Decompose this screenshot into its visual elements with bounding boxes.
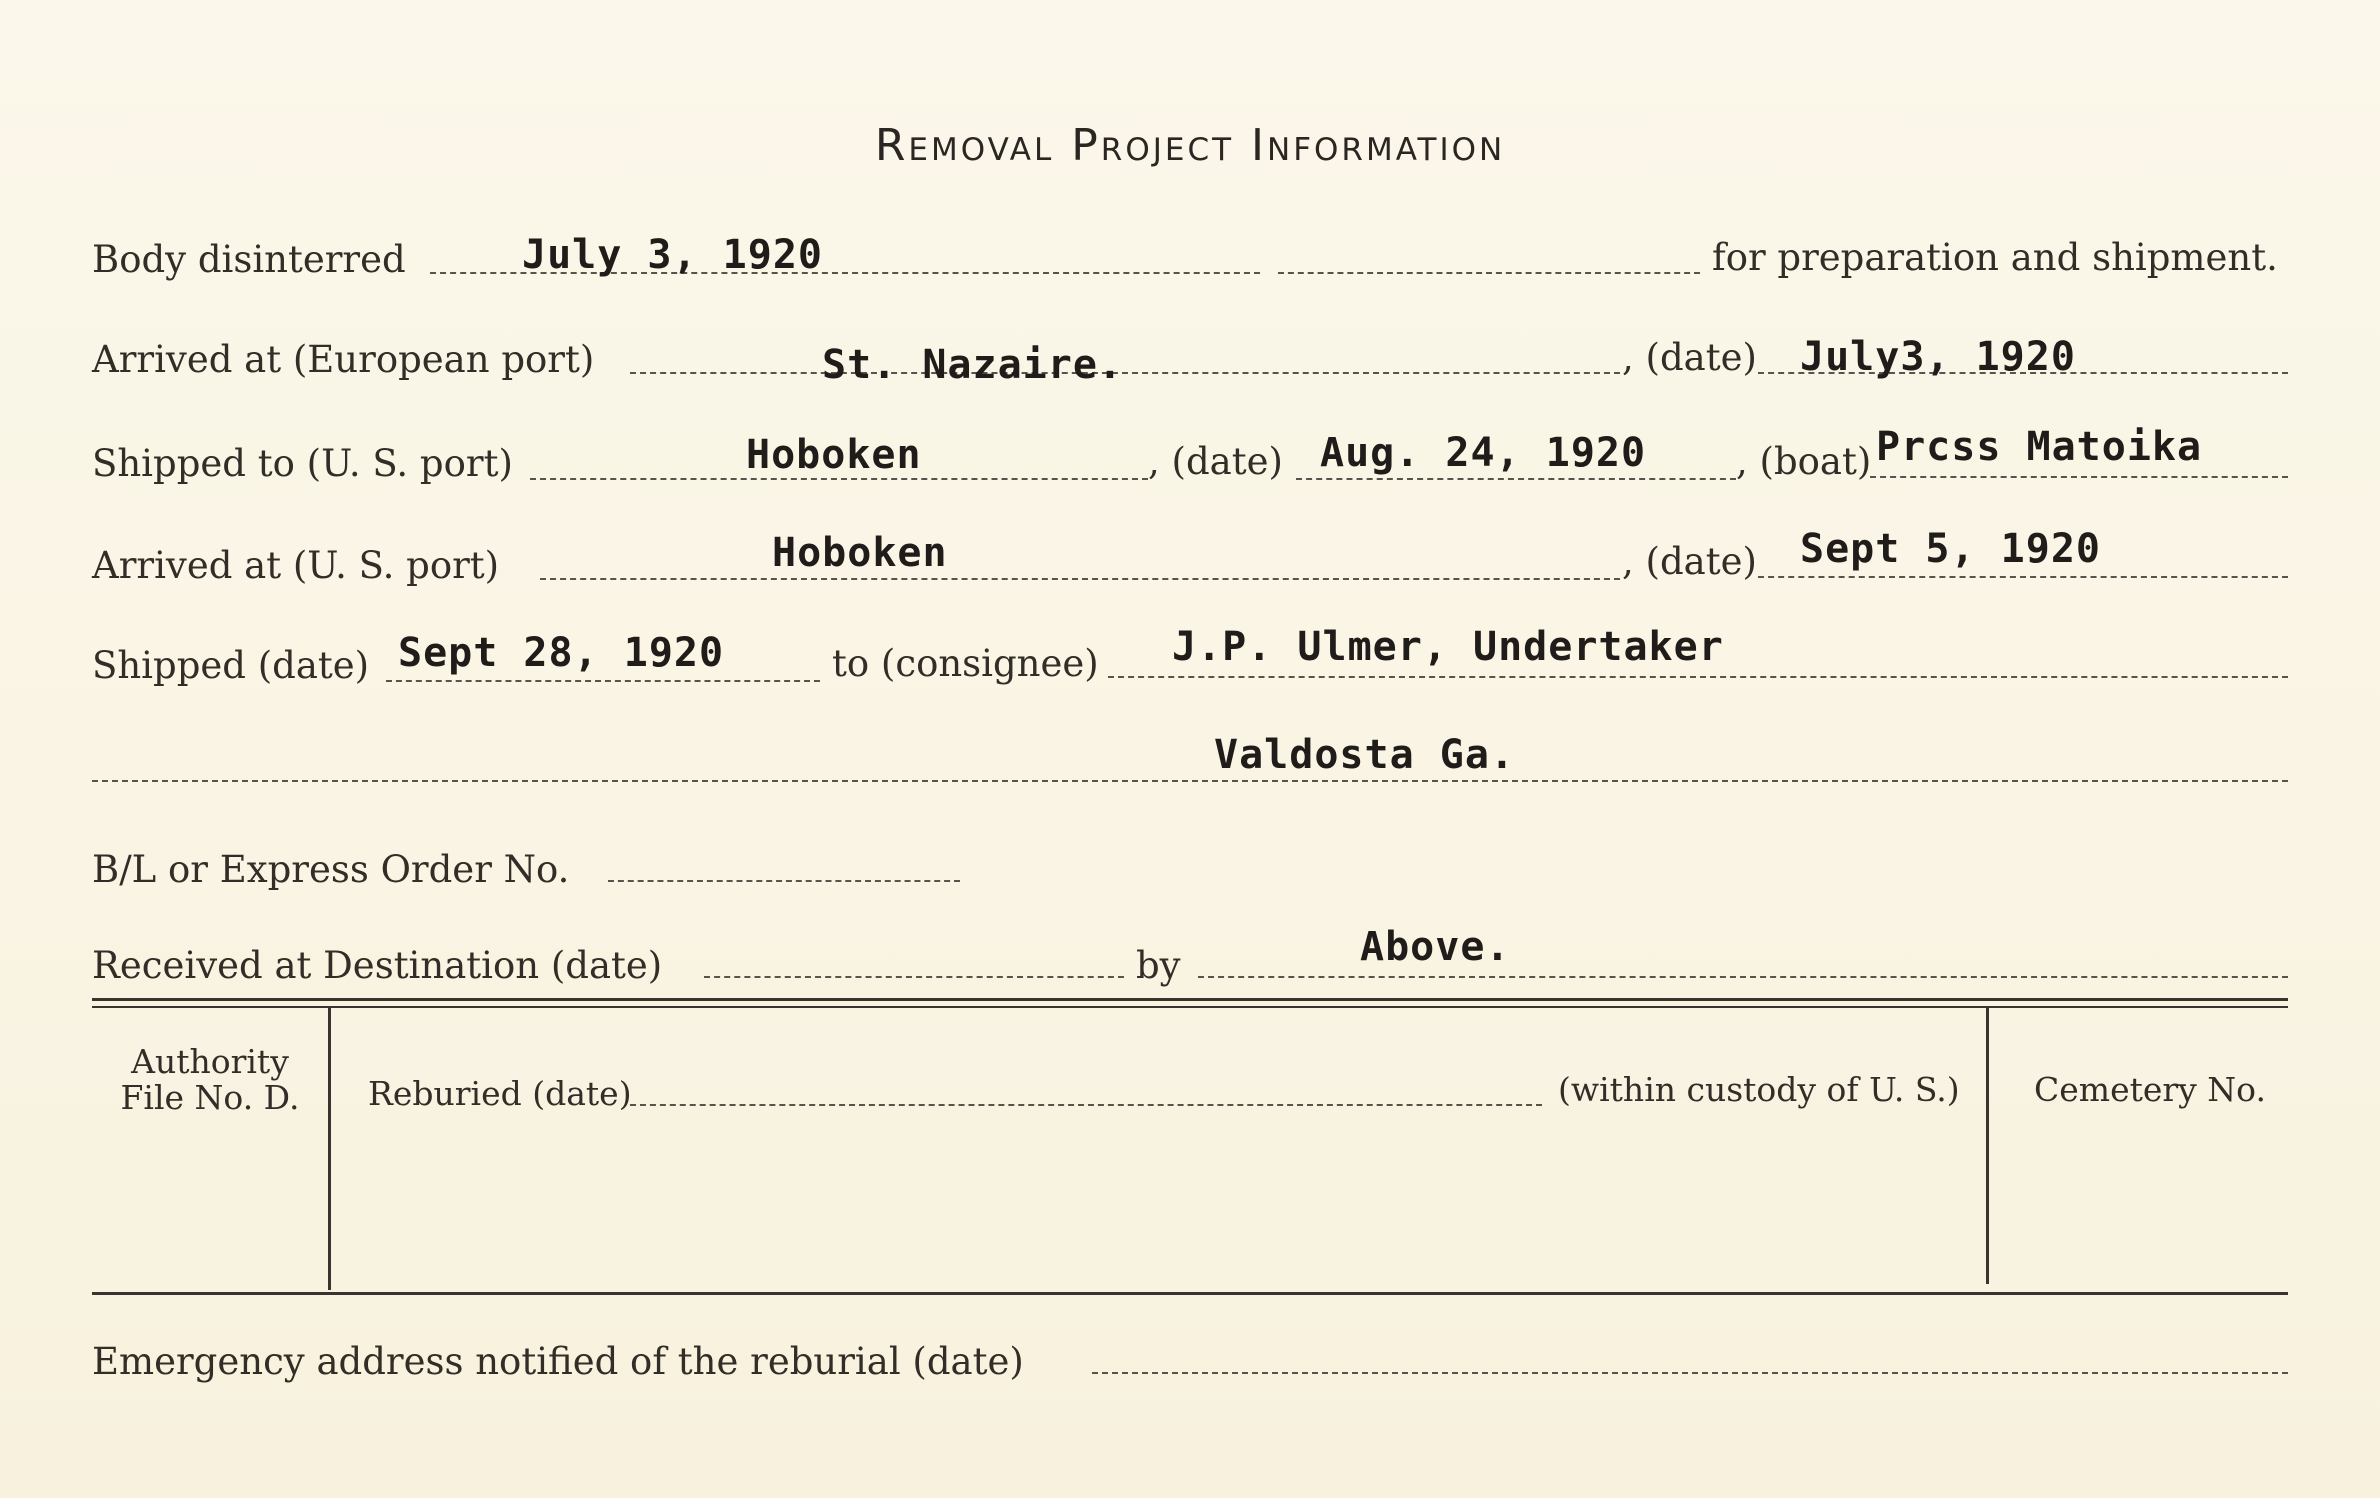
shipped-us-boat-value: Prcss Matoika <box>1876 424 2203 470</box>
arrived-eu-label: Arrived at (European port) <box>92 338 595 381</box>
disinterred-suffix: for preparation and shipment. <box>1712 236 2278 279</box>
bl-label: B/L or Express Order No. <box>92 848 570 891</box>
emergency-line <box>1092 1372 2288 1374</box>
arrived-eu-line <box>630 372 1620 374</box>
consignee-line <box>1108 676 2288 678</box>
cemetery-label: Cemetery No. <box>2034 1070 2266 1109</box>
arrived-eu-date-label: , (date) <box>1622 336 1757 379</box>
disinterred-value: July 3, 1920 <box>522 232 823 278</box>
arrived-us-date-value: Sept 5, 1920 <box>1800 526 2101 572</box>
authority-line-1: Authority <box>131 1042 289 1081</box>
custody-label: (within custody of U. S.) <box>1558 1070 1960 1109</box>
box-bottom-rule <box>92 1292 2288 1295</box>
received-by-label: by <box>1136 944 1181 987</box>
bl-line <box>608 880 960 882</box>
arrived-us-value: Hoboken <box>772 530 948 576</box>
shipped-us-boat-label: , (boat) <box>1736 440 1872 483</box>
arrived-eu-date-value: July3, 1920 <box>1800 334 2076 380</box>
box-divider-right <box>1986 1008 1989 1284</box>
shipped-us-line <box>530 478 1148 480</box>
double-rule-top <box>92 998 2288 1001</box>
received-by-value: Above. <box>1360 924 1511 970</box>
consignee-address-line <box>92 780 2288 782</box>
received-by-line <box>1198 976 2288 978</box>
shipped-us-value: Hoboken <box>746 432 922 478</box>
shipped-us-label: Shipped to (U. S. port) <box>92 442 513 485</box>
reburied-label: Reburied (date) <box>368 1074 632 1113</box>
arrived-us-line <box>540 578 1620 580</box>
consignee-label: to (consignee) <box>832 642 1099 685</box>
arrived-us-date-line <box>1758 576 2288 578</box>
consignee-address-value: Valdosta Ga. <box>1214 732 1515 778</box>
received-label: Received at Destination (date) <box>92 944 663 987</box>
shipped-date-value: Sept 28, 1920 <box>398 630 725 676</box>
shipped-label: Shipped (date) <box>92 644 370 687</box>
received-date-line <box>704 976 1124 978</box>
shipped-us-date-line <box>1296 478 1736 480</box>
shipped-date-line <box>386 680 820 682</box>
box-divider-left <box>328 1008 331 1290</box>
card-title: Removal Project Information <box>874 120 1506 171</box>
reburied-line <box>630 1104 1542 1106</box>
authority-label <box>100 1044 320 1116</box>
arrived-eu-value: St. Nazaire. <box>822 342 1123 388</box>
disinterred-label: Body disinterred <box>92 238 406 281</box>
arrived-us-label: Arrived at (U. S. port) <box>92 544 500 587</box>
authority-line-2: File No. D. <box>120 1078 300 1117</box>
shipped-us-boat-line <box>1870 476 2288 478</box>
shipped-us-date-label: , (date) <box>1148 440 1283 483</box>
consignee-value: J.P. Ulmer, Undertaker <box>1172 624 1724 670</box>
double-rule-bottom <box>92 1006 2288 1008</box>
shipped-us-date-value: Aug. 24, 1920 <box>1320 430 1647 476</box>
emergency-label: Emergency address notified of the reburial (date) <box>92 1340 1024 1383</box>
disinterred-line-2 <box>1278 272 1700 274</box>
arrived-us-date-label: , (date) <box>1622 540 1757 583</box>
